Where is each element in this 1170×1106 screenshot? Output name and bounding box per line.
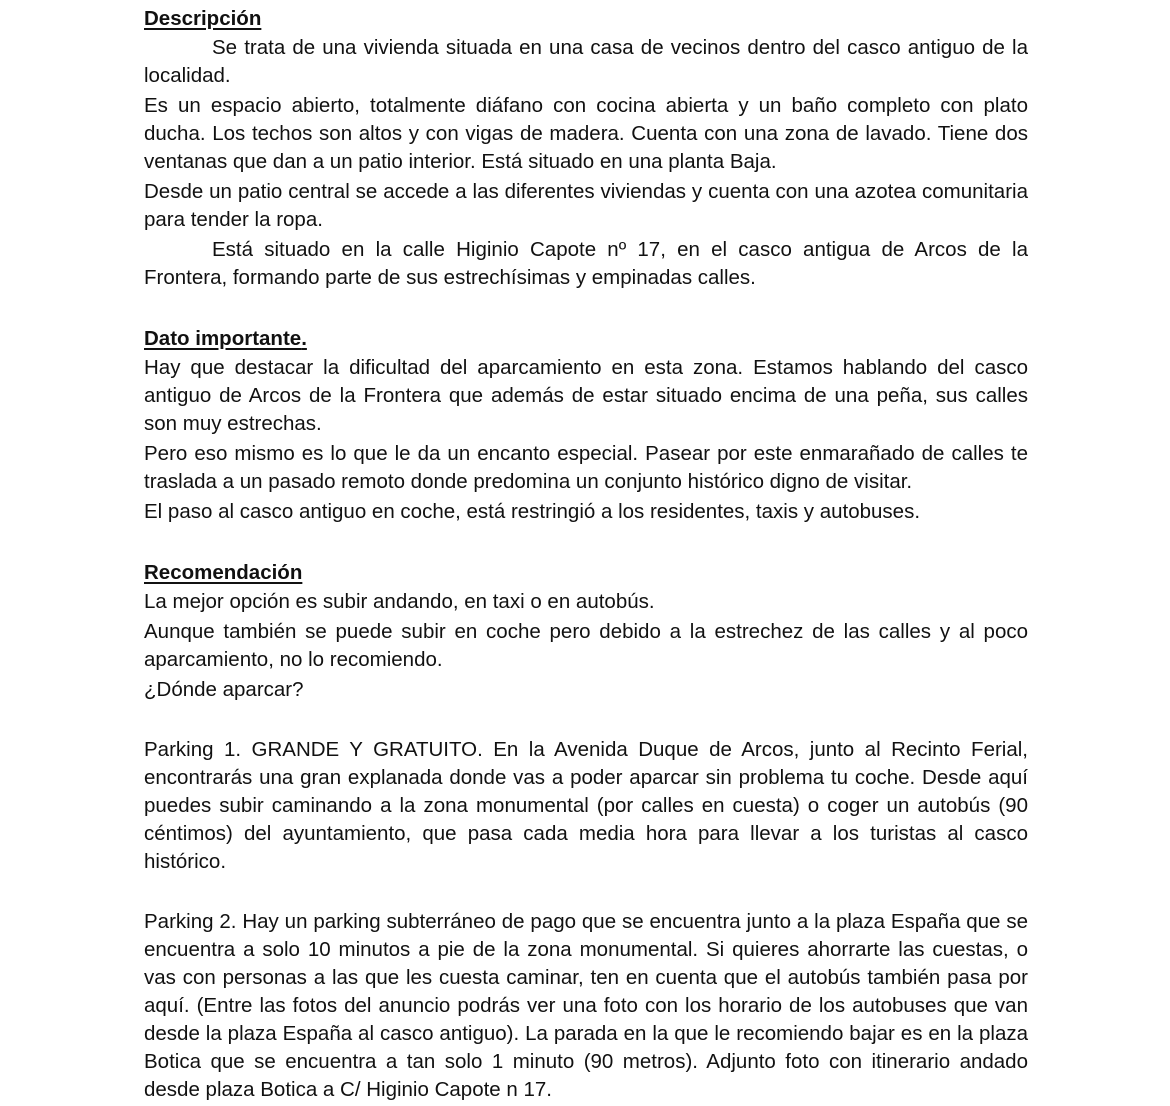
paragraph: Aunque también se puede subir en coche pero debido a la estrechez de las calles y al poco aparcamiento, no lo recomiendo. — [144, 620, 1028, 671]
paragraph: Está situado en la calle Higinio Capote nº 17, en el casco antigua de Arcos de la Frontera, formando parte de sus estrechísimas y empinadas calles. — [144, 238, 1028, 289]
document-page — [144, 4, 1028, 1106]
heading-dato-importante: Dato importante — [144, 327, 302, 350]
paragraph: La mejor opción es subir andando, en taxi o en autobús. — [144, 590, 655, 613]
paragraph-parking-2: Parking 2. Hay un parking subterráneo de pago que se encuentra junto a la plaza España que se encuentra a solo 10 minutos a pie de la zona monumental. Si quieres ahorrarte las cuestas, o vas con personas a las que les cuesta caminar, ten en cuenta que el autobús también pasa por aquí. (Entre las fotos del anuncio podrás ver una foto con los horario de los autobuses que van desde la plaza España al casco antiguo). La parada en la que le recomiendo bajar es en la plaza Botica que se encuentra a tan solo 1 minuto (90 metros). Adjunto foto con itinerario andado desde plaza Botica a C/ Higinio Capote n 17. — [144, 910, 1028, 1101]
heading-dato-importante-wrapper — [144, 324, 1028, 354]
paragraph: Desde un patio central se accede a las diferentes viviendas y cuenta con una azotea comunitaria para tender la ropa. — [144, 180, 1028, 231]
paragraph: Pero eso mismo es lo que le da un encanto especial. Pasear por este enmarañado de calles te traslada a un pasado remoto donde predomina un conjunto histórico digno de visitar. — [144, 442, 1028, 493]
paragraph-parking-1: Parking 1. GRANDE Y GRATUITO. En la Avenida Duque de Arcos, junto al Recinto Ferial, encontrarás una gran explanada donde vas a poder aparcar sin problema tu coche. Desde aquí puedes subir caminando a la zona monumental (por calles en cuesta) o coger un autobús (90 céntimos) del ayuntamiento, que pasa cada media hora para llevar a los turistas al casco histórico. — [144, 738, 1028, 873]
paragraph: El paso al casco antiguo en coche, está restringió a los residentes, taxis y autobuses. — [144, 500, 921, 523]
paragraph: Hay que destacar la dificultad del aparcamiento en esta zona. Estamos hablando del casco antiguo de Arcos de la Frontera que además de estar situado encima de una peña, sus calles son muy estrechas. — [144, 356, 1028, 435]
paragraph: ¿Dónde aparcar? — [144, 678, 304, 701]
heading-recomendacion: Recomendación — [144, 561, 303, 584]
heading-descripcion: Descripción — [144, 7, 262, 30]
paragraph: Se trata de una vivienda situada en una casa de vecinos dentro del casco antiguo de la localidad. — [144, 36, 1028, 87]
heading-dato-importante-suffix: . — [301, 327, 307, 350]
paragraph: Es un espacio abierto, totalmente diáfano con cocina abierta y un baño completo con plato ducha. Los techos son altos y con vigas de madera. Cuenta con una zona de lavado. Tiene dos ventanas que dan a un patio interior. Está situado en una planta Baja. — [144, 94, 1028, 173]
